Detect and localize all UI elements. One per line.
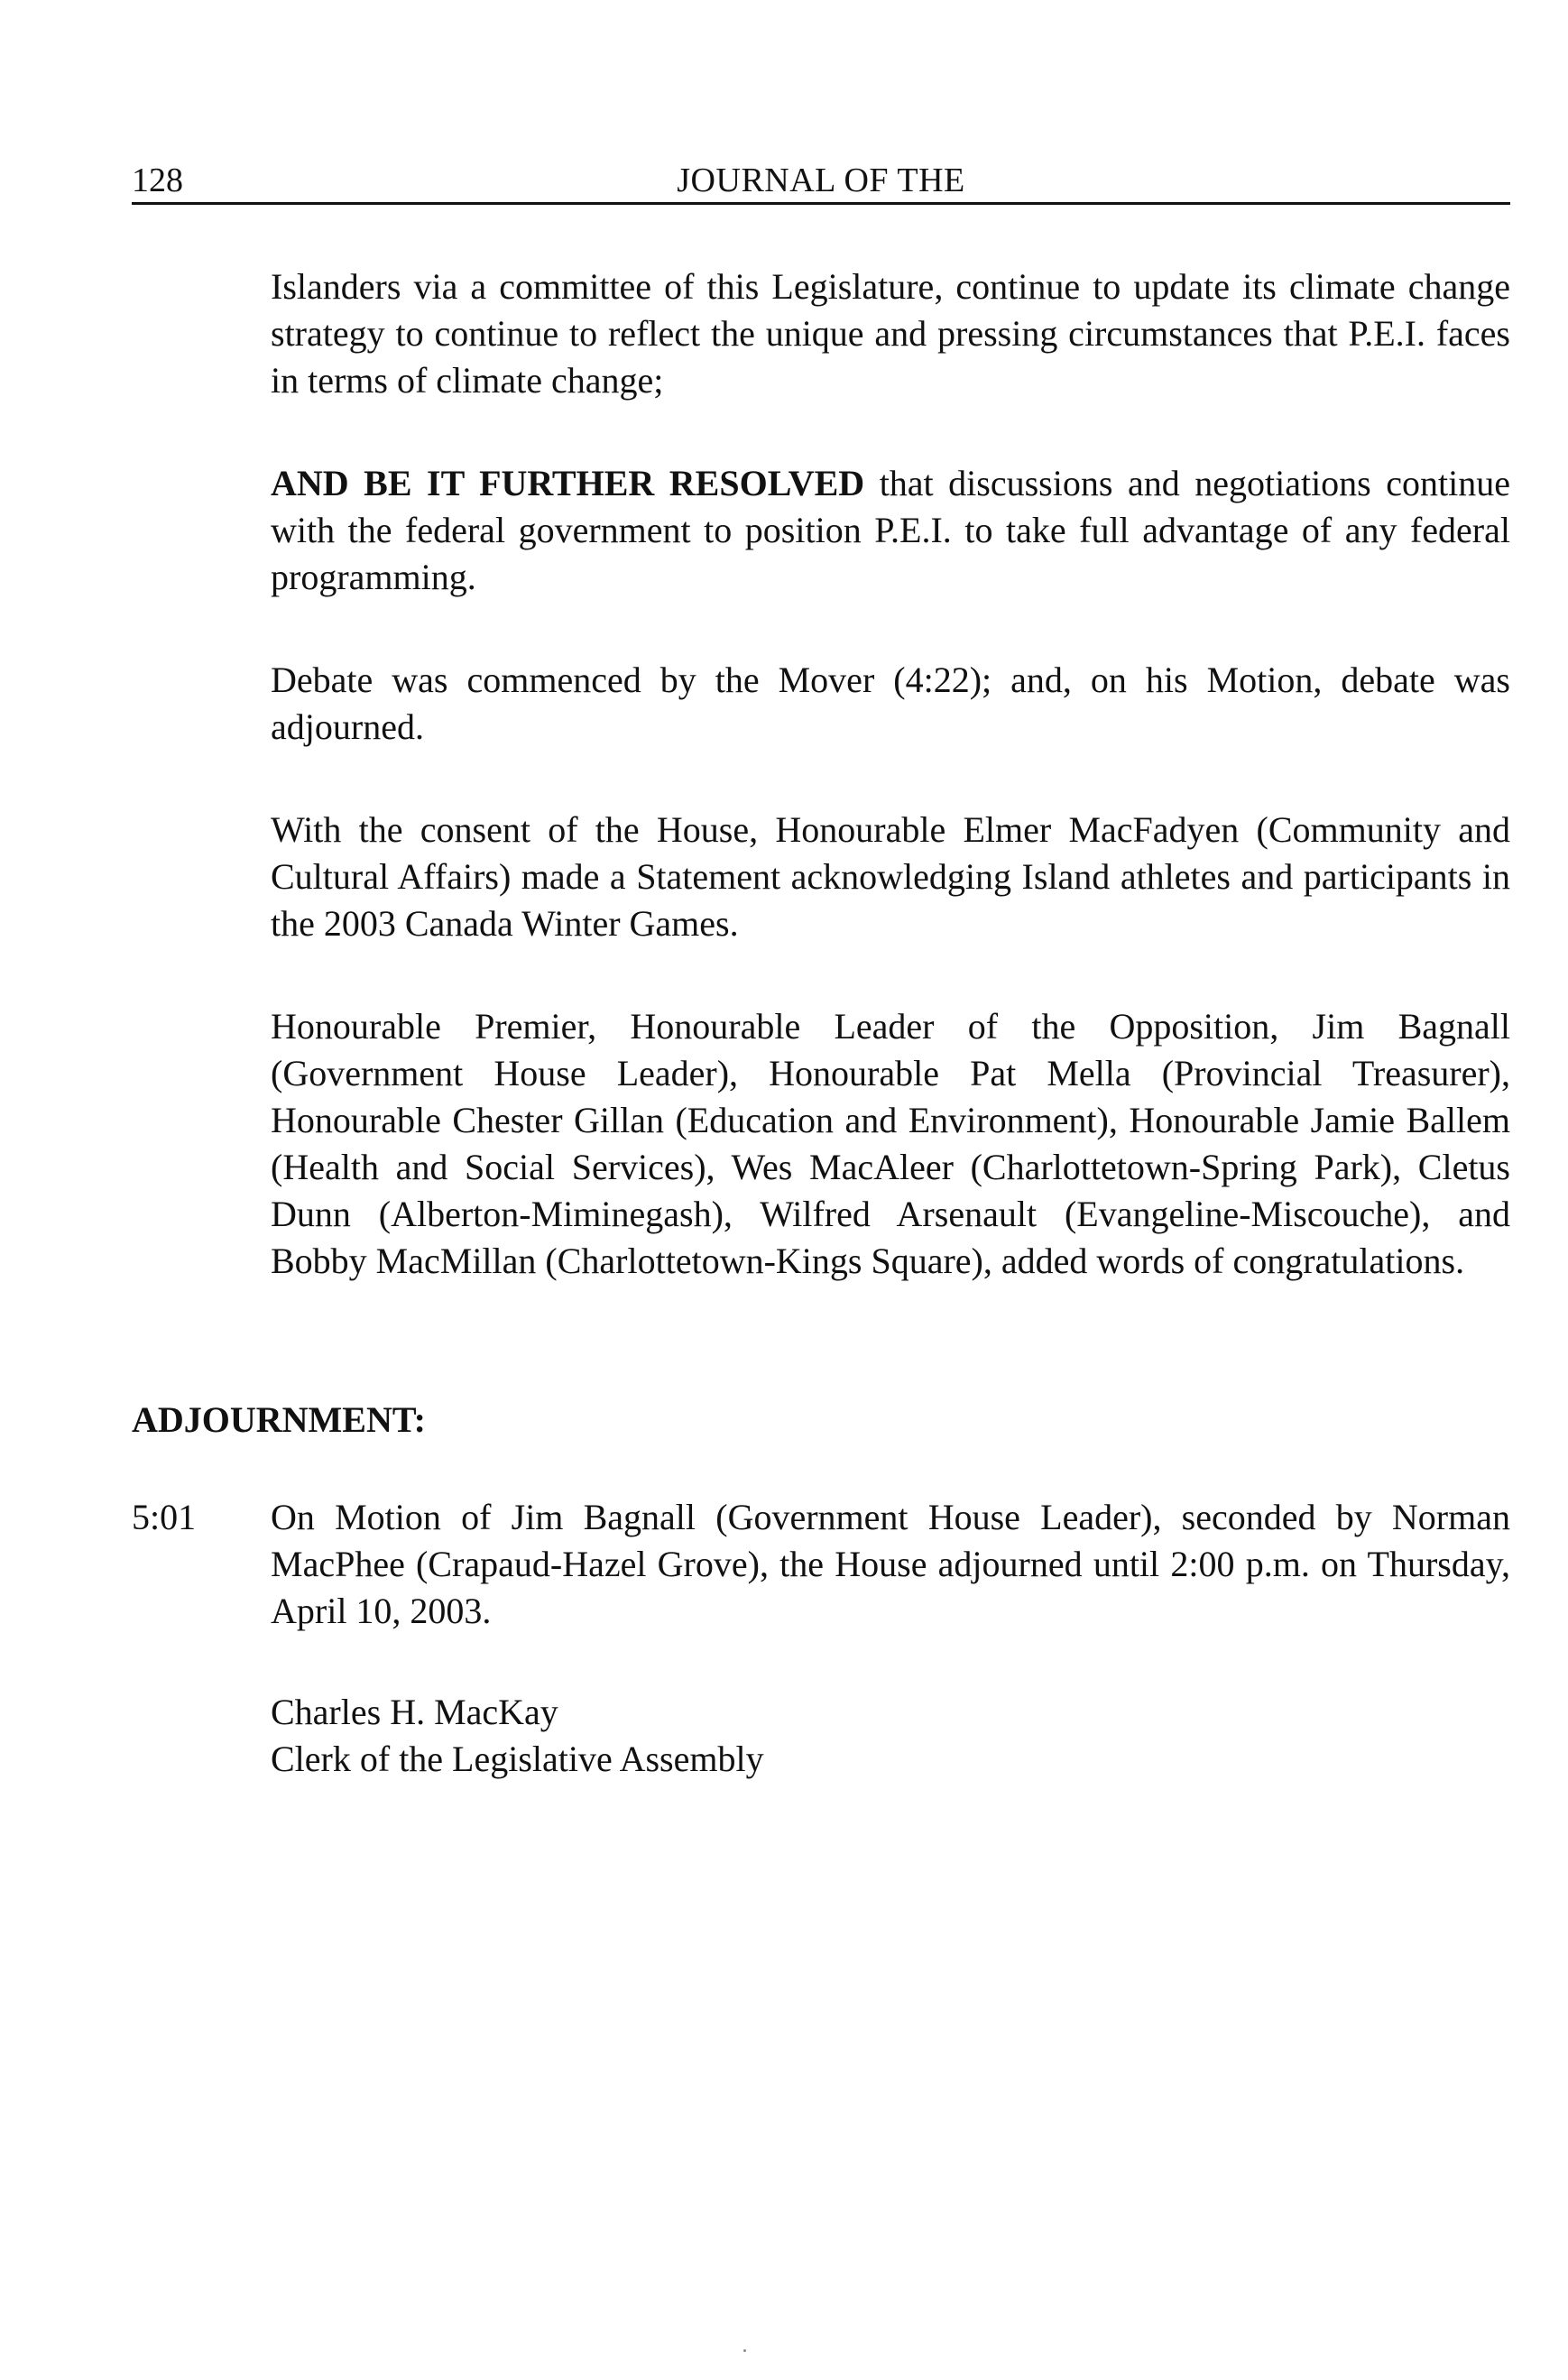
adjournment-time: 5:01	[132, 1497, 197, 1537]
further-resolved-paragraph	[271, 460, 1510, 601]
further-resolved-text: that discussions and negotiations continue with the federal government to position P.E.I. to take full advantage of any federal programming.	[271, 463, 1511, 597]
running-head	[132, 157, 1510, 204]
scan-speck	[743, 2349, 746, 2352]
page-number: 128	[132, 161, 183, 199]
continuation-paragraph: Islanders via a committee of this Legislature, continue to update its climate change strategy to continue to reflect the unique and pressing circumstances that P.E.I. faces in terms of climate change;	[271, 266, 1510, 401]
adjournment-heading: ADJOURNMENT:	[132, 1399, 426, 1440]
debate-paragraph: Debate was commenced by the Mover (4:22); and, on his Motion, debate was adjourned.	[271, 660, 1510, 747]
signature-block	[271, 1689, 1510, 1783]
congratulations-paragraph: Honourable Premier, Honourable Leader of the Opposition, Jim Bagnall (Government House Leader), Honourable Pat Mella (Provincial Treasurer), Honourable Chester Gillan (Education and Environment), Honourable Jamie Ballem (Health and Social Services), Wes MacAleer (Charlottetown-Spring Park), Cletus Dunn (Alberton-Miminegash), Wilfred Arsenault (Evangeline-Miscouche), and Bobby MacMillan (Charlottetown-Kings Square), added words of congratulations.	[271, 1006, 1510, 1281]
clerk-title: Clerk of the Legislative Assembly	[271, 1739, 764, 1779]
adjournment-paragraph: On Motion of Jim Bagnall (Government House Leader), seconded by Norman MacPhee (Crapaud-Hazel Grove), the House adjourned until 2:00 p.m. on Thursday, April 10, 2003.	[271, 1497, 1510, 1631]
further-resolved-lead: AND BE IT FURTHER RESOLVED	[271, 463, 865, 503]
header-rule	[132, 202, 1510, 205]
clerk-name: Charles H. MacKay	[271, 1692, 558, 1732]
statement-paragraph: With the consent of the House, Honourable Elmer MacFadyen (Community and Cultural Affairs) made a Statement acknowledging Island athletes and participants in the 2003 Canada Winter Games.	[271, 809, 1510, 944]
journal-title: JOURNAL OF THE	[677, 161, 965, 199]
